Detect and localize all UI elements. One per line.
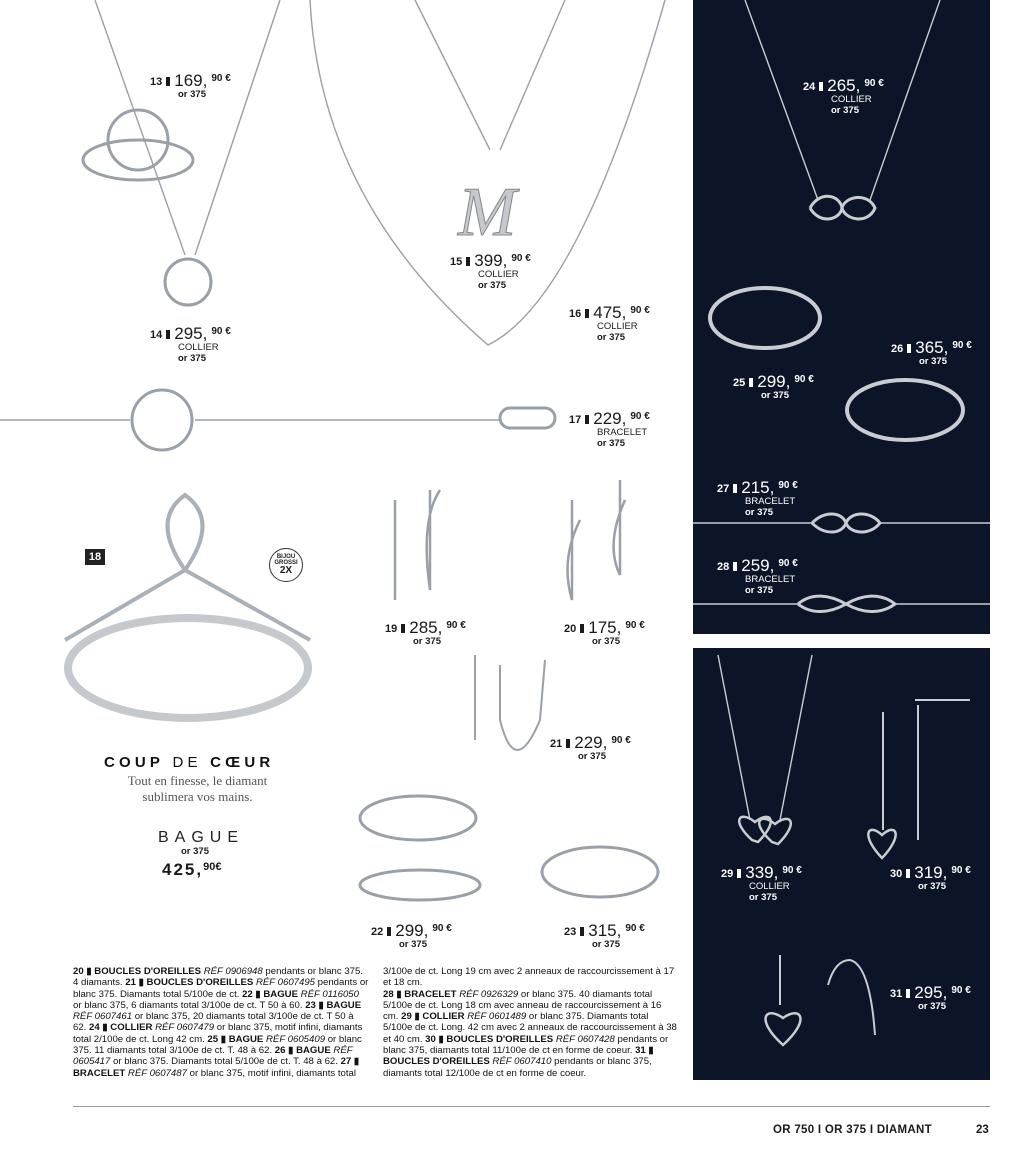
price-value: 169, — [174, 71, 208, 90]
bracelet-28-infinity — [798, 596, 895, 611]
alloy-label: or 375 — [592, 939, 620, 950]
separator-icon — [585, 309, 589, 318]
price-cents: 90 € — [611, 735, 631, 746]
earring-30-heart — [868, 830, 895, 858]
separator-icon — [737, 869, 741, 878]
necklace-14-pendant — [165, 259, 211, 305]
separator-icon — [733, 562, 737, 571]
price-cents: 90 € — [432, 923, 452, 934]
description-body: or blanc 375. 40 diamants total 5/100e de ct. Long 18 cm avec anneau de raccourcissement à 16 cm. — [383, 988, 662, 1023]
price-tag-24 — [803, 77, 884, 115]
item-number: 14 — [150, 329, 163, 341]
separator-icon — [166, 330, 170, 339]
description-body: pendants or blanc 375, diamants total 11/100e de ct en forme de coeur. — [383, 1033, 669, 1057]
description-reference: RÉF 0607479 — [155, 1022, 217, 1034]
description-reference: RÉF 0605409 — [266, 1033, 328, 1045]
feature-price-cents: 90€ — [203, 861, 222, 873]
price-value: 259, — [741, 556, 775, 575]
item-number: 21 — [550, 738, 563, 750]
price-value: 475, — [593, 303, 627, 322]
description-body: or blanc 375. 11 diamants total 3/100e de ct. T. 48 à 62. — [73, 1033, 362, 1057]
product-label: COLLIER — [597, 321, 638, 332]
headline-word-1: COUP — [104, 754, 165, 771]
earring-19 — [395, 490, 440, 600]
price-cents: 90 € — [211, 73, 231, 84]
item-number: 27 — [717, 483, 730, 495]
footer-title: OR 750 I OR 375 I DIAMANT — [773, 1124, 932, 1136]
necklace-16-chain — [310, 0, 665, 345]
price-cents: 90 € — [794, 374, 814, 385]
price-tag-30 — [890, 864, 971, 892]
description-heading: 31 ▮ BOUCLES D'OREILLES — [383, 1045, 654, 1068]
separator-icon — [733, 484, 737, 493]
description-heading: 27 ▮ BRACELET — [73, 1056, 360, 1079]
price-value: 229, — [593, 409, 627, 428]
feature-alloy: or 375 — [181, 846, 209, 857]
price-value: 175, — [588, 618, 622, 637]
price-cents: 90 € — [625, 923, 645, 934]
necklace-24-infinity — [810, 196, 875, 219]
item-number: 31 — [890, 988, 903, 1000]
description-body: or blanc 375, motif infini, diamants total — [189, 1067, 356, 1079]
feature-price-value: 425, — [162, 860, 204, 879]
item-number: 28 — [717, 561, 730, 573]
price-cents: 90 € — [211, 326, 231, 337]
tagline-line-2: sublimera vos mains. — [142, 789, 253, 804]
ring-13 — [83, 140, 193, 180]
item-number: 19 — [385, 623, 398, 635]
product-label: COLLIER — [831, 94, 872, 105]
description-reference: RÉF 0607461 — [73, 1011, 135, 1023]
alloy-label: or 375 — [761, 390, 789, 401]
item-number: 17 — [569, 414, 582, 426]
price-tag-16 — [569, 304, 650, 342]
item-number: 24 — [803, 81, 816, 93]
product-label: BRACELET — [597, 427, 648, 438]
description-reference: RÉF 0607487 — [127, 1067, 190, 1079]
description-reference: RÉF 0607428 — [555, 1033, 618, 1045]
alloy-label: or 375 — [592, 636, 620, 647]
description-heading: 21 ▮ BOUCLES D'OREILLES — [125, 977, 256, 989]
footer-rule — [73, 1106, 990, 1107]
alloy-label: or 375 — [399, 939, 427, 950]
bracelet-27-infinity — [812, 514, 880, 532]
page-number: 23 — [976, 1124, 989, 1136]
feature-headline — [104, 754, 274, 771]
price-value: 315, — [588, 921, 622, 940]
alloy-label: or 375 — [745, 584, 773, 596]
description-body: pendants or blanc 375. 4 diamants. — [73, 966, 364, 989]
separator-icon — [580, 624, 584, 633]
description-reference: RÉF 0607410 — [492, 1056, 555, 1068]
price-tag-27 — [717, 479, 798, 517]
price-cents: 90 € — [630, 411, 650, 422]
item-number: 26 — [891, 343, 904, 355]
svg-text:M: M — [458, 174, 517, 251]
necklace-14-chain — [95, 0, 280, 255]
description-reference: RÉF 0116050 — [300, 988, 359, 1000]
descriptions-col-2-text — [383, 989, 679, 1079]
price-value: 285, — [409, 618, 443, 637]
price-cents: 90 € — [446, 620, 466, 631]
price-value: 215, — [741, 478, 775, 497]
alloy-label: or 375 — [918, 1001, 946, 1012]
product-label: BRACELET — [745, 496, 796, 507]
separator-icon — [907, 344, 911, 353]
separator-icon — [819, 82, 823, 91]
item-number: 22 — [371, 926, 384, 938]
price-cents: 90 € — [630, 305, 650, 316]
separator-icon — [566, 739, 570, 748]
price-value: 365, — [915, 338, 949, 357]
alloy-label: or 375 — [597, 331, 625, 343]
item-number: 16 — [569, 308, 582, 320]
description-body: or blanc 375. Diamants total 5/100e de ct. T. 48 à 62. — [113, 1056, 341, 1068]
alloy-label: or 375 — [478, 279, 506, 291]
descriptions-col-1-text — [73, 966, 369, 1079]
description-heading: 30 ▮ BOUCLES D'OREILLES — [425, 1033, 556, 1045]
description-body: or blanc 375, 20 diamants total 3/100e de ct. T 50 à 62. — [73, 1011, 354, 1034]
enlarged-badge — [269, 548, 303, 582]
separator-icon — [387, 927, 391, 936]
price-value: 299, — [757, 372, 791, 391]
alloy-label: or 375 — [918, 881, 946, 892]
product-label: COLLIER — [749, 881, 790, 892]
price-value: 319, — [914, 863, 948, 882]
earring-31-heart — [766, 1013, 801, 1045]
earring-20 — [568, 480, 626, 600]
tagline-line-1: Tout en finesse, le diamant — [127, 773, 268, 788]
descriptions-col-2 — [383, 966, 679, 1079]
price-cents: 90 € — [782, 865, 802, 876]
item-number: 25 — [733, 377, 746, 389]
item-number: 23 — [564, 926, 577, 938]
price-tag-31 — [890, 984, 971, 1012]
price-cents: 90 € — [951, 985, 971, 996]
separator-icon — [906, 989, 910, 998]
separator-icon — [466, 257, 470, 266]
necklace-15-chain — [415, 0, 565, 150]
ring-26 — [847, 380, 963, 440]
earring-21 — [475, 655, 545, 750]
separator-icon — [580, 927, 584, 936]
price-value: 295, — [914, 983, 948, 1002]
description-heading: 25 ▮ BAGUE — [207, 1033, 266, 1045]
description-reference: RÉF 0607495 — [255, 977, 318, 989]
price-value: 265, — [827, 76, 861, 95]
price-tag-17 — [569, 410, 650, 448]
price-value: 339, — [745, 863, 779, 882]
alloy-label: or 375 — [831, 104, 859, 116]
price-tag-13 — [150, 72, 231, 100]
separator-icon — [585, 415, 589, 424]
price-tag-21 — [550, 734, 631, 762]
badge-line-3: 2X — [279, 565, 293, 576]
price-cents: 90 € — [778, 480, 798, 491]
alloy-label: or 375 — [178, 352, 206, 364]
description-body: or blanc 375. Diamants total 5/100e de ct. Long. 42 cm avec 2 anneaux de raccourcissement à 38 et 40 cm. — [383, 1011, 677, 1045]
descriptions-col-2-lead: 3/100e de ct. Long 19 cm avec 2 anneaux de raccourcissement à 17 et 18 cm. — [383, 966, 675, 989]
alloy-label: or 375 — [413, 636, 441, 647]
price-tag-25 — [733, 373, 814, 401]
price-value: 295, — [174, 324, 208, 343]
description-heading: 29 ▮ COLLIER — [401, 1011, 468, 1023]
feature-price — [162, 860, 221, 880]
price-cents: 90 € — [625, 620, 645, 631]
item-number: 30 — [890, 868, 903, 880]
separator-icon — [166, 77, 170, 86]
description-reference: RÉF 0906948 — [203, 966, 266, 977]
ring-25 — [710, 288, 820, 348]
badge-line-2: GROSSI — [274, 560, 298, 566]
earring-31-hook — [780, 955, 875, 1035]
description-body: or blanc 375, motif infini, diamants total 2/100e de ct. Long 42 cm. — [73, 1022, 363, 1045]
product-label: COLLIER — [178, 342, 219, 353]
alloy-label: or 375 — [919, 356, 947, 367]
price-cents: 90 € — [864, 78, 884, 89]
price-value: 399, — [474, 251, 508, 270]
description-entry — [383, 1034, 668, 1056]
description-heading: 20 ▮ BOUCLES D'OREILLES — [73, 966, 204, 977]
separator-icon — [906, 869, 910, 878]
feature-product-name: BAGUE — [158, 829, 245, 846]
price-cents: 90 € — [952, 340, 972, 351]
descriptions-col-1 — [73, 966, 369, 1079]
item-number: 13 — [150, 76, 163, 88]
headline-word-2: DE — [172, 754, 202, 771]
ring-23 — [542, 847, 658, 897]
description-heading: 23 ▮ BAGUE — [305, 999, 362, 1011]
price-tag-14 — [150, 325, 231, 363]
description-heading: 22 ▮ BAGUE — [242, 988, 301, 1000]
item-number: 20 — [564, 623, 577, 635]
price-tag-20 — [564, 619, 645, 647]
separator-icon — [401, 624, 405, 633]
ring-18-band — [68, 618, 308, 718]
description-reference: RÉF 0601489 — [467, 1011, 529, 1023]
description-heading: 24 ▮ COLLIER — [89, 1022, 156, 1034]
necklace-29-hearts — [739, 817, 791, 844]
price-tag-19 — [385, 619, 466, 647]
feature-tagline — [100, 773, 295, 805]
alloy-label: or 375 — [745, 506, 773, 518]
description-body: pendants or blanc 375. Diamants total 5/100e de ct. — [73, 977, 369, 1000]
price-tag-26 — [891, 339, 972, 367]
necklace-29-chain — [718, 655, 812, 820]
price-tag-23 — [564, 922, 645, 950]
price-cents: 90 € — [951, 865, 971, 876]
price-tag-22 — [371, 922, 452, 950]
item-number: 15 — [450, 256, 463, 268]
badge-line-1: BIJOU — [276, 554, 296, 560]
description-heading: 28 ▮ BRACELET — [383, 988, 460, 1000]
item-18-badge: 18 — [85, 549, 105, 565]
description-reference: RÉF 0605417 — [73, 1045, 353, 1068]
headline-word-3: CŒUR — [210, 754, 275, 771]
alloy-label: or 375 — [597, 437, 625, 449]
price-cents: 90 € — [778, 558, 798, 569]
ring-22-a — [360, 796, 476, 840]
separator-icon — [749, 378, 753, 387]
description-body: or blanc 375, 6 diamants total 3/100e de ct. T 50 à 60. — [73, 999, 306, 1011]
product-label: BRACELET — [745, 574, 796, 585]
bracelet-17-circle — [132, 390, 192, 450]
price-tag-28 — [717, 557, 798, 595]
price-tag-29 — [721, 864, 802, 902]
alloy-label: or 375 — [178, 89, 206, 100]
price-value: 299, — [395, 921, 429, 940]
bracelet-17-clasp — [500, 408, 555, 428]
price-tag-15 — [450, 252, 531, 290]
price-cents: 90 € — [511, 253, 531, 264]
item-number: 29 — [721, 868, 734, 880]
description-heading: 26 ▮ BAGUE — [274, 1045, 334, 1057]
description-reference: RÉF 0926329 — [459, 988, 521, 1000]
product-label: COLLIER — [478, 269, 519, 280]
alloy-label: or 375 — [749, 891, 777, 903]
alloy-label: or 375 — [578, 751, 606, 762]
ring-22-b — [360, 870, 480, 900]
price-value: 229, — [574, 733, 608, 752]
description-body: pendants or blanc 375, diamants total 12/100e de ct en forme de coeur. — [383, 1056, 652, 1079]
earring-30 — [883, 700, 970, 840]
